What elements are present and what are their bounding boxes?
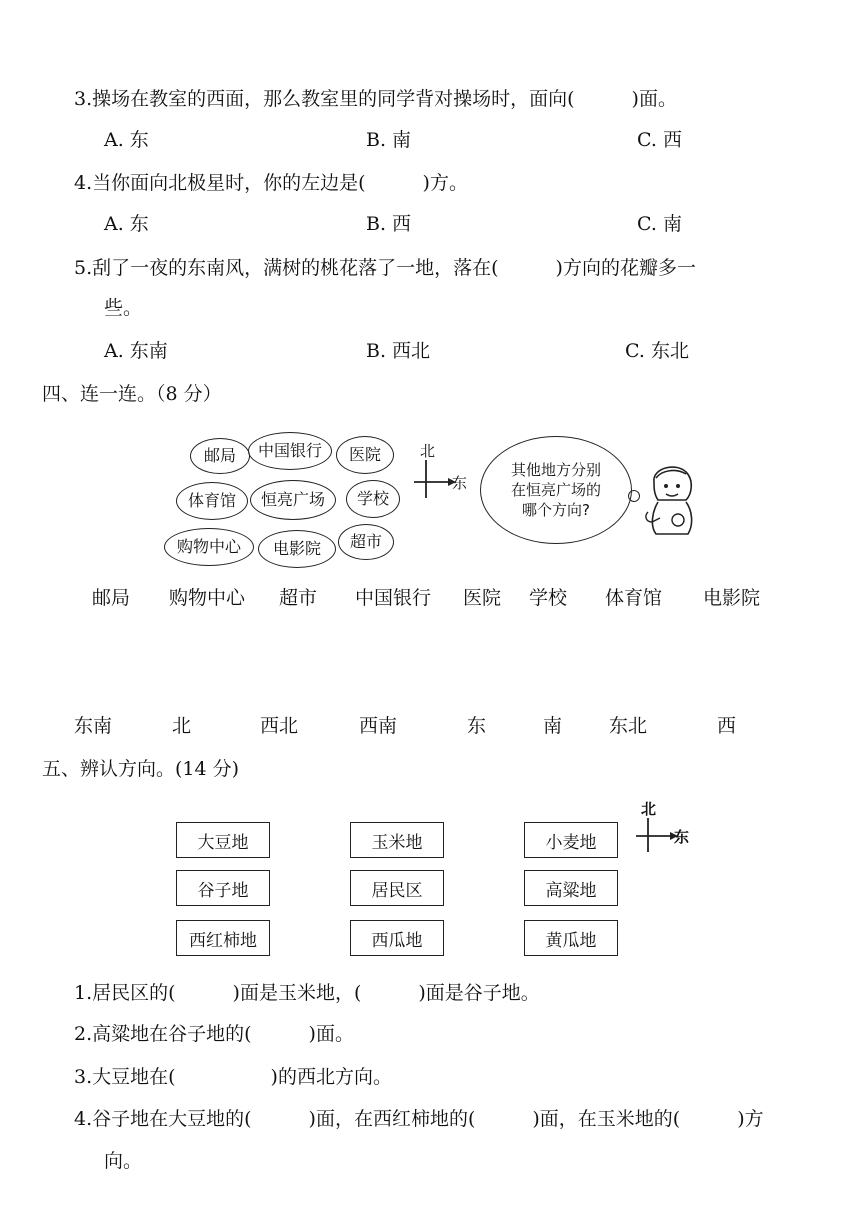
match-direction-item[interactable]: 西南	[359, 715, 398, 737]
match-place-item[interactable]: 电影院	[703, 587, 761, 609]
field-box: 西红柿地	[176, 920, 270, 956]
match-place-item[interactable]: 购物中心	[169, 587, 246, 609]
speech-line-1: 其他地方分别	[510, 461, 601, 479]
match-place-item[interactable]: 医院	[463, 587, 502, 609]
map-place-post-office: 邮局	[190, 438, 250, 474]
map-place-shopping-center: 购物中心	[164, 528, 254, 566]
compass-north-label: 北	[420, 442, 436, 460]
field-box: 黄瓜地	[524, 920, 618, 956]
field-box: 玉米地	[350, 822, 444, 858]
section-5-heading: 五、辨认方向。(14 分)	[42, 758, 240, 780]
map-place-school: 学校	[346, 480, 400, 518]
field-box: 小麦地	[524, 822, 618, 858]
compass-icon	[412, 442, 468, 502]
speech-line-3: 哪个方向?	[522, 501, 590, 519]
map-place-bank-of-china: 中国银行	[248, 432, 332, 470]
question-3-option-c[interactable]: C. 西	[637, 129, 682, 151]
question-5-option-c[interactable]: C. 东北	[625, 340, 689, 362]
s5-question-1: 1.居民区的( )面是玉米地，( )面是谷子地。	[74, 982, 540, 1004]
question-3-text: 3.操场在教室的西面，那么教室里的同学背对操场时，面向( )面。	[74, 88, 677, 110]
question-5-option-a[interactable]: A. 东南	[104, 340, 168, 362]
match-direction-item[interactable]: 西	[717, 715, 737, 737]
match-place-item[interactable]: 超市	[279, 587, 318, 609]
match-direction-item[interactable]: 东	[467, 715, 487, 737]
compass-north-label: 北	[641, 800, 657, 818]
s5-question-2: 2.高粱地在谷子地的( )面。	[74, 1023, 354, 1045]
compass-east-label: 东	[674, 828, 690, 846]
field-box: 居民区	[350, 870, 444, 906]
question-5-text-line2: 些。	[104, 297, 143, 319]
s5-question-4-line2: 向。	[104, 1150, 143, 1172]
question-4-option-c[interactable]: C. 南	[637, 213, 682, 235]
s5-question-4-line1: 4.谷子地在大豆地的( )面，在西红柿地的( )面，在玉米地的( )方	[74, 1108, 764, 1130]
question-3-option-b[interactable]: B. 南	[366, 129, 412, 151]
match-place-item[interactable]: 体育馆	[605, 587, 663, 609]
question-4-option-a[interactable]: A. 东	[104, 213, 149, 235]
field-box: 高粱地	[524, 870, 618, 906]
map-place-hengliang-square: 恒亮广场	[250, 480, 336, 520]
match-direction-item[interactable]: 东北	[609, 715, 648, 737]
map-place-supermarket: 超市	[338, 524, 394, 560]
question-4-option-b[interactable]: B. 西	[366, 213, 412, 235]
speech-bubble	[480, 436, 632, 544]
match-direction-item[interactable]: 北	[172, 715, 192, 737]
question-5-option-b[interactable]: B. 西北	[366, 340, 431, 362]
child-figure-icon	[642, 460, 702, 540]
match-place-item[interactable]: 中国银行	[355, 587, 432, 609]
map-place-stadium: 体育馆	[176, 482, 248, 520]
field-box: 谷子地	[176, 870, 270, 906]
field-box: 大豆地	[176, 822, 270, 858]
question-3-option-a[interactable]: A. 东	[104, 129, 149, 151]
question-5-text-line1: 5.刮了一夜的东南风，满树的桃花落了一地，落在( )方向的花瓣多一	[74, 257, 696, 279]
s5-question-3: 3.大豆地在( )的西北方向。	[74, 1066, 392, 1088]
question-4-text: 4.当你面向北极星时，你的左边是( )方。	[74, 172, 468, 194]
speech-line-2: 在恒亮广场的	[510, 481, 601, 499]
match-place-item[interactable]: 邮局	[92, 587, 131, 609]
field-box: 西瓜地	[350, 920, 444, 956]
match-direction-item[interactable]: 西北	[260, 715, 299, 737]
match-place-item[interactable]: 学校	[529, 587, 568, 609]
compass-icon	[632, 800, 692, 856]
compass-east-label: 东	[452, 474, 468, 492]
map-place-cinema: 电影院	[258, 530, 336, 568]
match-direction-item[interactable]: 东南	[74, 715, 113, 737]
map-illustration	[150, 420, 710, 580]
section-4-heading: 四、连一连。（8 分）	[42, 383, 222, 405]
map-place-hospital: 医院	[336, 436, 394, 474]
speech-bubble-tail-icon	[628, 490, 640, 502]
match-direction-item[interactable]: 南	[543, 715, 563, 737]
